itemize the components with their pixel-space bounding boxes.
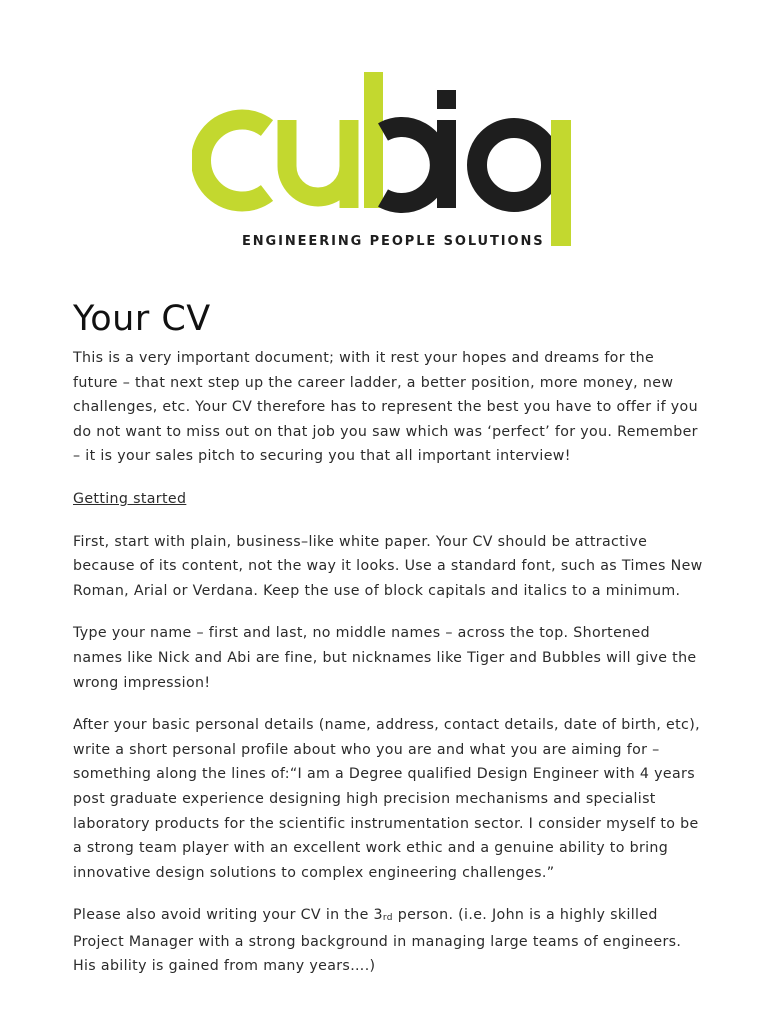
page-title: Your CV [73, 299, 211, 339]
paragraph-profile: After your basic personal details (name, address, contact details, date of birth, etc), write a short personal profile about who you are and what you are aiming for – something along the lines of:“I am a Degree qualified Design Engineer with 4 years post graduate experience designing high precision mechanisms and specialist laboratory products for the scientific instrumentation sector. I consider myself to be a strong team player with an excellent work ethic and a genuine ability to bring innovative design solutions to complex engineering challenges.” [73, 717, 700, 881]
section-heading-getting-started: Getting started [73, 490, 187, 507]
logo-letter-i-dot [437, 90, 456, 109]
logo-letter-i [437, 120, 456, 208]
ordinal-suffix: rd [382, 913, 393, 924]
logo-tagline: ENGINEERING PEOPLE SOLUTIONS [242, 234, 545, 249]
cubiq-logo [192, 70, 582, 252]
third-person-text-end: person. (i.e. John is a highly skilled Project Manager with a strong background in managing large teams of engineers. His ability is gained from many years….) [73, 907, 682, 975]
logo-letter-q-bowl [477, 128, 551, 202]
logo-letter-q-tail [551, 120, 571, 246]
paragraph-name: Type your name – first and last, no middle names – across the top. Shortened names like Nick and Abi are fine, but nicknames like Tiger and Bubbles will give the wrong impression! [73, 625, 697, 691]
document-body [73, 296, 703, 997]
logo-letter-b-bowl [383, 127, 440, 203]
logo-letter-c [201, 120, 267, 202]
third-person-text-start: Please also avoid writing your CV in the 3 [73, 907, 383, 924]
paragraph-paper-font: First, start with plain, business–like white paper. Your CV should be attractive because of its content, not the way it looks. Use a standard font, such as Times New Roman, Arial or Verdana. Keep the use of block capitals and italics to a minimum. [73, 533, 703, 599]
intro-paragraph: This is a very important document; with it rest your hopes and dreams for the future – that next step up the career ladder, a better position, more money, new challenges, etc. Your CV therefore has to represent the best you have to offer if you do not want to miss out on that job you saw which was ‘perfect’ for you. Remember – it is your sales pitch to securing you that all important interview! [73, 350, 698, 465]
cubiq-logo-graphic [192, 70, 582, 252]
logo-letter-b-stem [364, 72, 383, 208]
paragraph-third-person [73, 903, 703, 979]
